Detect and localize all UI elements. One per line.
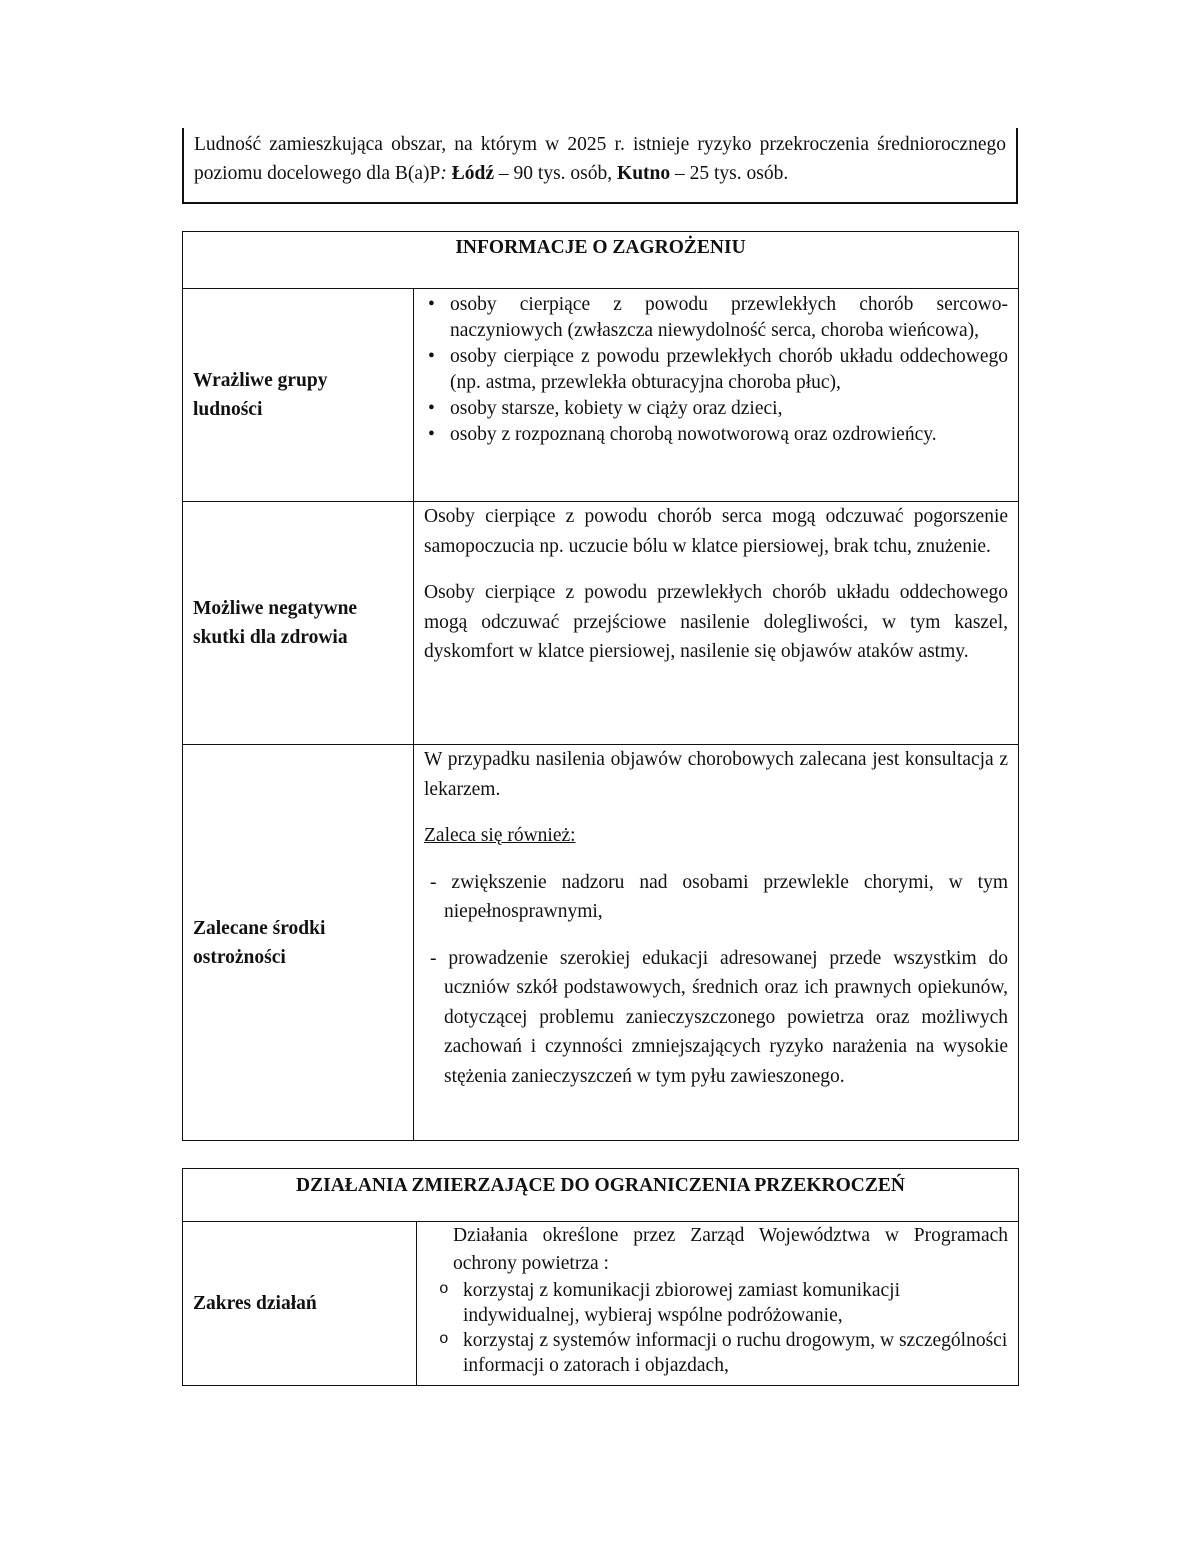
threat-table-header	[183, 232, 1019, 289]
row-label-vulnerable-groups: Wrażliwe grupy ludności	[183, 289, 414, 502]
vulnerable-groups-list	[424, 289, 1008, 448]
scope-content	[417, 1222, 1019, 1386]
table-row	[183, 1222, 1019, 1386]
vulnerable-groups-content	[414, 289, 1019, 502]
population-kutno: – 25 tys. osób.	[675, 163, 789, 184]
precaution-item-supervision: - zwiększenie nadzoru nad osobami przewlekle chorymi, w tym niepełnosprawnymi,	[430, 871, 1009, 922]
city-lodz: Łódź	[451, 163, 495, 184]
actions-table	[182, 1168, 1019, 1386]
population-lodz: – 90 tys. osób,	[498, 163, 613, 184]
threat-header-text: INFORMACJE O ZAGROŻENIU	[455, 237, 746, 258]
actions-table-header	[183, 1169, 1019, 1222]
threat-info-table	[182, 231, 1019, 1141]
precautions-intro: W przypadku nasilenia objawów chorobowych zalecana jest konsultacja z lekarzem.	[424, 749, 1009, 800]
row-label-health-effects: Możliwe negatywne skutki dla zdrowia	[183, 502, 414, 745]
health-effects-respiratory: Osoby cierpiące z powodu przewlekłych chorób układu oddechowego mogą odczuwać przejściowe nasilenie dolegliwości, w tym kaszel, dyskomfort w klatce piersiowej, nasilenie się objawów ataków astmy.	[424, 582, 1009, 662]
scope-list	[431, 1278, 1008, 1378]
population-text: Ludność zamieszkująca obszar, na którym w 2025 r. istnieje ryzyko przekroczenia średniorocznego poziomu docelowego dla B(a)P	[194, 134, 1006, 184]
health-effects-heart: Osoby cierpiące z powodu chorób serca mogą odczuwać pogorszenie samopoczucia np. uczucie bólu w klatce piersiowej, brak tchu, znużenie.	[424, 506, 1009, 557]
table-row	[183, 745, 1019, 1141]
city-kutno: Kutno	[617, 163, 671, 184]
row-label-scope: Zakres działań	[183, 1222, 417, 1386]
population-at-risk-box	[182, 128, 1018, 204]
precautions-also: Zaleca się również:	[424, 825, 576, 846]
population-colon: :	[440, 163, 447, 184]
actions-header-text: DZIAŁANIA ZMIERZAJĄCE DO OGRANICZENIA PRZEKROCZEŃ	[296, 1175, 905, 1196]
list-item: • osoby cierpiące z powodu przewlekłych chorób sercowo-naczyniowych (zwłaszcza niewydolność serca, choroba wieńcowa),	[424, 292, 1008, 344]
precaution-item-education: - prowadzenie szerokiej edukacji adresowanej przede wszystkim do uczniów szkół podstawowych, średnich oraz ich prawnych opiekunów, dotyczącej problemu zanieczyszczonego powietrza oraz możliwych zachowań i czynności zmniejszających ryzyko narażenia na wysokie stężenia zanieczyszczeń w tym pyłu zawieszonego.	[430, 947, 1009, 1087]
list-item: o korzystaj z systemów informacji o ruchu drogowym, w szczególności informacji o zatorach i objazdach,	[431, 1328, 1008, 1378]
list-item: • osoby z rozpoznaną chorobą nowotworową oraz ozdrowieńcy.	[424, 422, 1008, 448]
list-item: • osoby starsze, kobiety w ciąży oraz dzieci,	[424, 396, 1008, 422]
table-row	[183, 289, 1019, 502]
scope-intro: Działania określone przez Zarząd Województwa w Programach ochrony powietrza :	[453, 1225, 1009, 1274]
list-item: • osoby cierpiące z powodu przewlekłych chorób układu oddechowego (np. astma, przewlekła obturacyjna choroba płuc),	[424, 344, 1008, 396]
list-item: o korzystaj z komunikacji zbiorowej zamiast komunikacji indywidualnej, wybieraj wspólne podróżowanie,	[431, 1278, 1008, 1328]
precautions-content	[414, 745, 1019, 1141]
table-row	[183, 502, 1019, 745]
health-effects-content	[414, 502, 1019, 745]
row-label-precautions: Zalecane środki ostrożności	[183, 745, 414, 1141]
